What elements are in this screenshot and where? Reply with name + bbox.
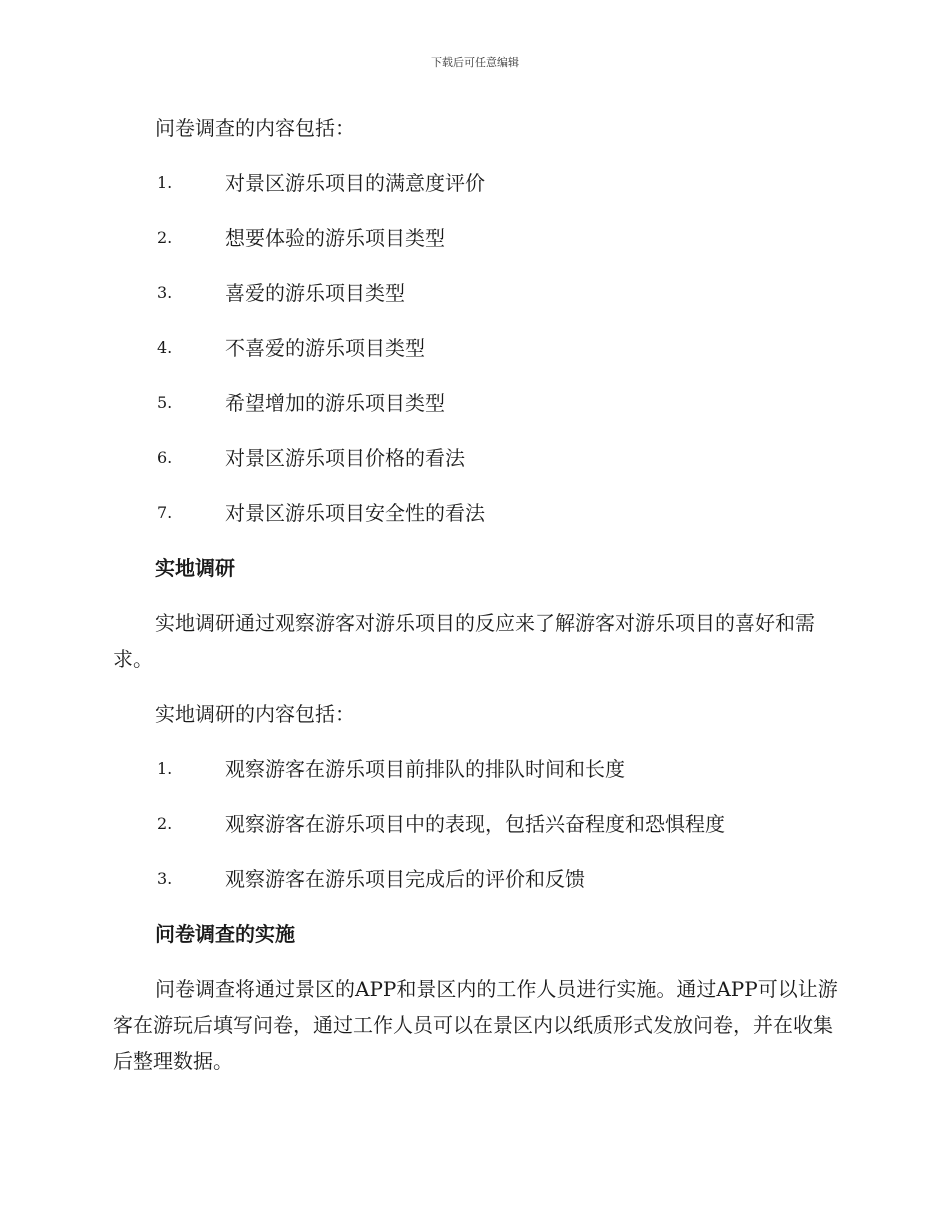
- list-text: 观察游客在游乐项目中的表现，包括兴奋程度和恐惧程度: [225, 812, 725, 836]
- list-item: [113, 165, 843, 201]
- section-heading-field-research: 实地调研: [155, 556, 235, 580]
- list-number: 7.: [157, 503, 173, 522]
- list-item: [113, 861, 843, 897]
- field-list: [113, 751, 843, 897]
- list-text: 观察游客在游乐项目前排队的排队时间和长度: [225, 757, 625, 781]
- list-text: 希望增加的游乐项目类型: [225, 391, 445, 415]
- document-body: [113, 110, 843, 1079]
- list-text: 对景区游乐项目价格的看法: [225, 446, 465, 470]
- list-number: 5.: [157, 393, 173, 412]
- list-item: [113, 440, 843, 476]
- list-number: 2.: [157, 228, 173, 247]
- list-number: 1.: [157, 173, 173, 192]
- list-number: 6.: [157, 448, 173, 467]
- list-item: [113, 806, 843, 842]
- list-number: 1.: [157, 759, 173, 778]
- field-research-intro: 实地调研的内容包括：: [155, 702, 355, 726]
- survey-list: [113, 165, 843, 531]
- list-number: 3.: [157, 283, 173, 302]
- list-item: [113, 330, 843, 366]
- list-number: 3.: [157, 869, 173, 888]
- section-heading-survey-implementation: 问卷调查的实施: [155, 922, 295, 946]
- implementation-description: 问卷调查将通过景区的APP和景区内的工作人员进行实施。通过APP可以让游客在游玩后填写问卷，通过工作人员可以在景区内以纸质形式发放问卷，并在收集后整理数据。: [113, 977, 838, 1073]
- survey-intro: 问卷调查的内容包括：: [155, 116, 355, 140]
- list-number: 4.: [157, 338, 173, 357]
- list-item: [113, 751, 843, 787]
- list-item: [113, 220, 843, 256]
- list-item: [113, 495, 843, 531]
- list-text: 不喜爱的游乐项目类型: [225, 336, 425, 360]
- list-number: 2.: [157, 814, 173, 833]
- list-text: 想要体验的游乐项目类型: [225, 226, 445, 250]
- page-header: 下载后可任意编辑: [431, 56, 519, 69]
- field-research-description: 实地调研通过观察游客对游乐项目的反应来了解游客对游乐项目的喜好和需求。: [113, 611, 815, 671]
- list-item: [113, 385, 843, 421]
- list-item: [113, 275, 843, 311]
- list-text: 对景区游乐项目安全性的看法: [225, 501, 485, 525]
- list-text: 喜爱的游乐项目类型: [225, 281, 405, 305]
- list-text: 观察游客在游乐项目完成后的评价和反馈: [225, 867, 585, 891]
- list-text: 对景区游乐项目的满意度评价: [225, 171, 485, 195]
